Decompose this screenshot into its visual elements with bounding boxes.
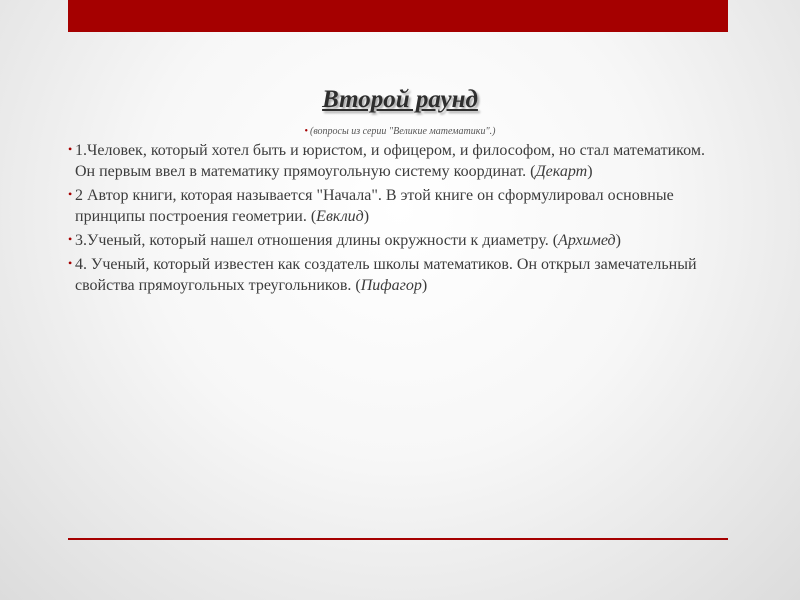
question-close: ) (363, 208, 370, 225)
question-text: 4. Ученый, который известен как создатель школы математиков. Он открыл замечательный свойства прямоугольных треугольников. ( (75, 256, 697, 294)
question-close: ) (421, 277, 428, 294)
bullet-icon: • (68, 187, 73, 201)
bullet-icon: • (68, 142, 73, 156)
question-item-1 (68, 140, 728, 182)
slide-subtitle: (вопросы из серии "Великие математики".) (310, 126, 496, 137)
bullet-icon: • (304, 126, 309, 137)
bottom-accent-rule (68, 538, 728, 540)
slide-title: Второй раунд (322, 86, 478, 113)
question-text: 3.Ученый, который нашел отношения длины окружности к диаметру. ( (75, 232, 559, 249)
question-item-2 (68, 185, 728, 227)
question-close: ) (587, 163, 593, 180)
question-list (68, 140, 728, 299)
question-text: 1.Человек, который хотел быть и юристом, и офицером, и философом, но стал математиком. Он первым ввел в математику прямоугольную систему координат. ( (75, 142, 705, 180)
question-answer: Евклид (316, 208, 364, 225)
top-accent-band (68, 0, 728, 32)
subtitle-row (0, 126, 800, 137)
question-item-3 (68, 230, 728, 251)
question-answer: Пифагор (360, 277, 422, 294)
bullet-icon: • (68, 232, 73, 246)
bullet-icon: • (68, 256, 73, 270)
question-answer: Архимед (558, 232, 616, 249)
question-item-4 (68, 254, 728, 296)
question-close: ) (615, 232, 621, 249)
question-text: 2 Автор книги, которая называется "Начала". В этой книге он сформулировал основные принципы построения геометрии. ( (75, 187, 674, 225)
question-answer: Декарт (535, 163, 588, 180)
